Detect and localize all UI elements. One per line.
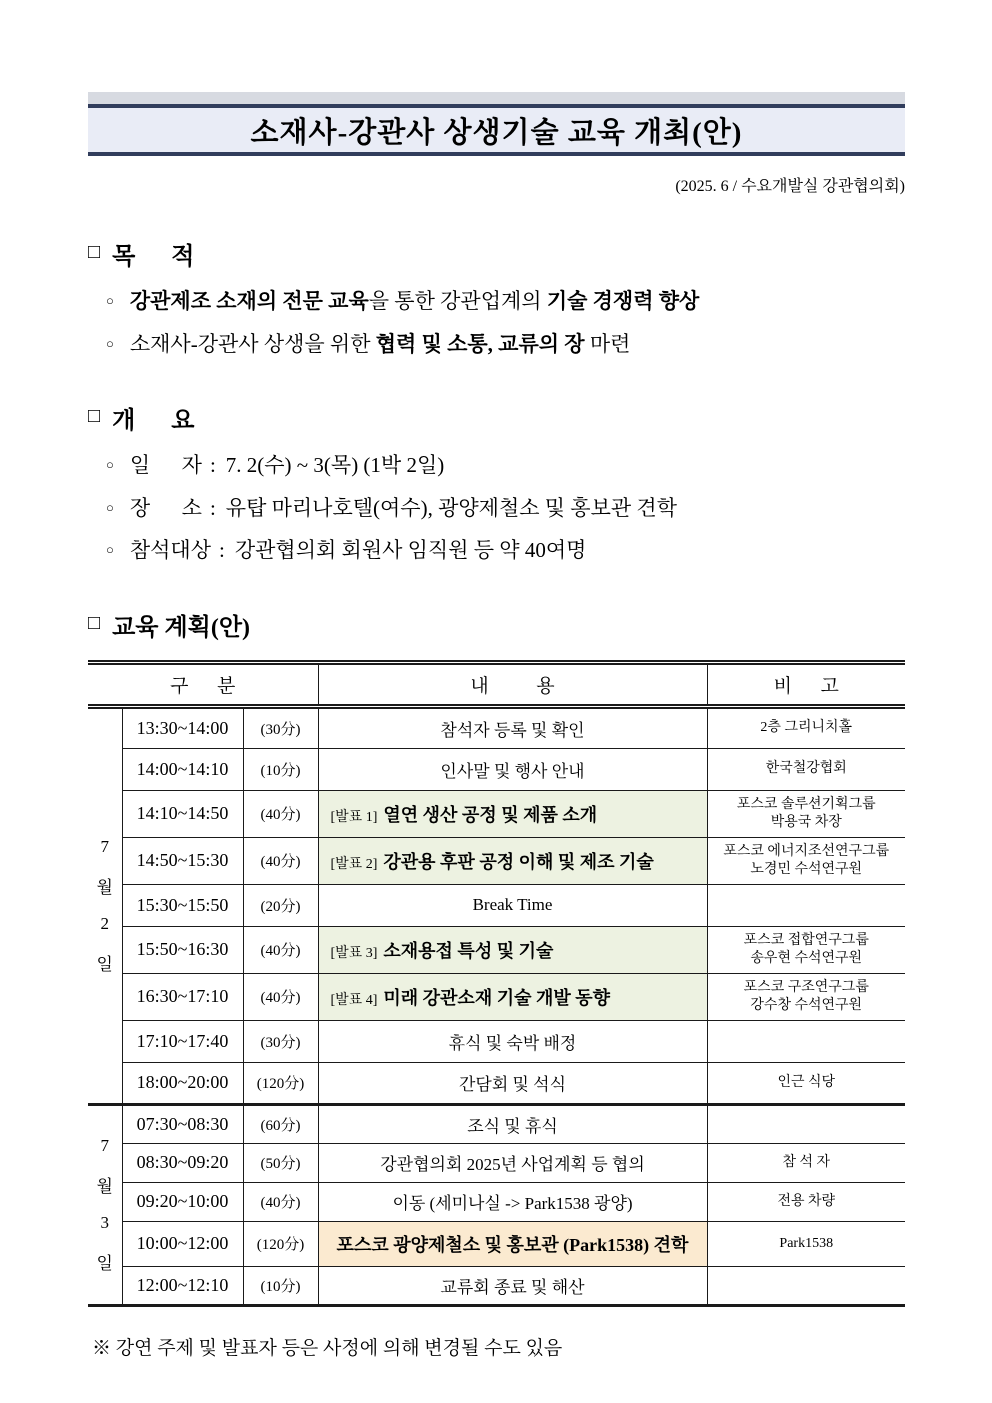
duration-cell: (50分)	[243, 1143, 318, 1182]
table-row	[88, 973, 905, 1020]
table-row	[88, 1182, 905, 1221]
content-cell: [발표 2] 강관용 후판 공정 이해 및 제조 기술	[318, 837, 707, 884]
duration-cell: (120分)	[243, 1062, 318, 1104]
content-cell: [발표 3] 소재용접 특성 및 기술	[318, 926, 707, 973]
overview-colon: :	[219, 538, 225, 563]
time-cell: 10:00~12:00	[122, 1221, 243, 1266]
overview-colon: :	[209, 453, 216, 478]
time-cell: 09:20~10:00	[122, 1182, 243, 1221]
remark-cell: 포스코 접합연구그룹 송우현 수석연구원	[707, 926, 905, 973]
duration-cell: (10分)	[243, 748, 318, 790]
duration-cell: (120分)	[243, 1221, 318, 1266]
document-title: 소재사-강관사 상생기술 교육 개최(안)	[250, 116, 743, 149]
section-schedule	[88, 607, 905, 1307]
document-meta: (2025. 6 / 수요개발실 강관협의회)	[675, 178, 905, 195]
remark-cell: Park1538	[707, 1221, 905, 1266]
content-cell: [발표 4] 미래 강관소재 기술 개발 동향	[318, 973, 707, 1020]
list-item	[88, 534, 905, 567]
duration-cell: (40分)	[243, 973, 318, 1020]
table-row	[88, 748, 905, 790]
list-item	[88, 449, 905, 482]
time-cell: 08:30~09:20	[122, 1143, 243, 1182]
table-row	[88, 1020, 905, 1062]
table-row	[88, 790, 905, 837]
duration-cell: (40分)	[243, 837, 318, 884]
overview-heading-text: 개 요	[112, 408, 195, 435]
table-row	[88, 1266, 905, 1305]
list-item	[88, 328, 905, 361]
content-cell: 휴식 및 숙박 배정	[318, 1020, 707, 1062]
remark-cell	[707, 1020, 905, 1062]
table-row	[88, 1143, 905, 1182]
content-cell: 이동 (세미나실 -> Park1538 광양)	[318, 1182, 707, 1221]
list-item	[88, 492, 905, 525]
content-cell: 간담회 및 석식	[318, 1062, 707, 1104]
circle-bullet-icon: ○	[106, 542, 114, 558]
remark-cell: 참 석 자	[707, 1143, 905, 1182]
duration-cell: (60分)	[243, 1104, 318, 1143]
time-cell: 18:00~20:00	[122, 1062, 243, 1104]
table-row	[88, 837, 905, 884]
time-cell: 15:30~15:50	[122, 884, 243, 926]
circle-bullet-icon: ○	[106, 457, 114, 473]
overview-label: 일 자	[129, 453, 202, 478]
overview-list	[88, 449, 905, 567]
square-bullet-icon: □	[88, 405, 101, 428]
time-cell: 14:10~14:50	[122, 790, 243, 837]
content-cell: 교류회 종료 및 해산	[318, 1266, 707, 1305]
purpose-item-text: 강관제조 소재의 전문 교육을 통한 강관업계의 기술 경쟁력 향상	[129, 289, 700, 313]
content-cell: 포스코 광양제철소 및 홍보관 (Park1538) 견학	[318, 1221, 707, 1266]
square-bullet-icon: □	[88, 241, 101, 263]
time-cell: 14:50~15:30	[122, 837, 243, 884]
schedule-heading-text: 교육 계획(안)	[112, 614, 250, 641]
duration-cell: (30分)	[243, 1020, 318, 1062]
table-row	[88, 926, 905, 973]
remark-cell: 포스코 구조연구그룹 강수창 수석연구원	[707, 973, 905, 1020]
title-banner	[88, 92, 905, 156]
remark-cell	[707, 884, 905, 926]
duration-cell: (10分)	[243, 1266, 318, 1305]
table-row	[88, 1221, 905, 1266]
content-cell: Break Time	[318, 884, 707, 926]
overview-label: 장 소	[129, 495, 202, 520]
content-cell: 참석자 등록 및 확인	[318, 706, 707, 748]
table-row	[88, 706, 905, 748]
circle-bullet-icon: ○	[106, 293, 114, 308]
table-row	[88, 1062, 905, 1104]
overview-colon: :	[209, 495, 216, 520]
circle-bullet-icon: ○	[106, 335, 114, 351]
overview-value: 강관협의회 회원사 임직원 등 약 40여명	[234, 538, 587, 563]
remark-cell: 2층 그리니치홀	[707, 706, 905, 748]
purpose-list	[88, 285, 905, 360]
purpose-heading	[88, 236, 905, 271]
remark-cell	[707, 1266, 905, 1305]
duration-cell: (40分)	[243, 790, 318, 837]
duration-cell: (40分)	[243, 1182, 318, 1221]
schedule-heading	[88, 607, 905, 642]
overview-heading	[88, 400, 905, 435]
content-cell: 인사말 및 행사 안내	[318, 748, 707, 790]
list-item	[88, 285, 905, 318]
circle-bullet-icon: ○	[106, 499, 114, 515]
time-cell: 17:10~17:40	[122, 1020, 243, 1062]
duration-cell: (20分)	[243, 884, 318, 926]
overview-value: 7. 2(수) ~ 3(목) (1박 2일)	[225, 453, 445, 478]
time-cell: 14:00~14:10	[122, 748, 243, 790]
time-cell: 16:30~17:10	[122, 973, 243, 1020]
section-overview	[88, 400, 905, 567]
remark-cell: 한국철강협회	[707, 748, 905, 790]
table-header-row	[88, 662, 905, 706]
schedule-table	[88, 660, 905, 1307]
col-header-category: 구 분	[88, 662, 318, 706]
time-cell: 15:50~16:30	[122, 926, 243, 973]
banner-top-strip	[88, 92, 905, 104]
purpose-heading-text: 목 적	[112, 244, 195, 270]
table-row	[88, 884, 905, 926]
content-cell: [발표 1] 열연 생산 공정 및 제품 소개	[318, 790, 707, 837]
day-label: 7 월 2 일	[88, 706, 122, 1104]
square-bullet-icon: □	[88, 611, 101, 634]
remark-cell: 인근 식당	[707, 1062, 905, 1104]
day-label: 7 월 3 일	[88, 1104, 122, 1305]
remark-cell: 전용 차량	[707, 1182, 905, 1221]
overview-value: 유탑 마리나호텔(여수), 광양제철소 및 홍보관 견학	[225, 495, 677, 520]
duration-cell: (30分)	[243, 706, 318, 748]
duration-cell: (40分)	[243, 926, 318, 973]
col-header-content: 내 용	[318, 662, 707, 706]
section-purpose	[88, 236, 905, 360]
table-row	[88, 1104, 905, 1143]
time-cell: 07:30~08:30	[122, 1104, 243, 1143]
time-cell: 13:30~14:00	[122, 706, 243, 748]
content-cell: 강관협의회 2025년 사업계획 등 협의	[318, 1143, 707, 1182]
remark-cell: 포스코 솔루션기획그룹 박용국 차장	[707, 790, 905, 837]
purpose-item-text: 소재사-강관사 상생을 위한 협력 및 소통, 교류의 장 마련	[129, 331, 631, 356]
remark-cell: 포스코 에너지조선연구그룹 노경민 수석연구원	[707, 837, 905, 884]
overview-label: 참석대상	[129, 538, 212, 563]
time-cell: 12:00~12:10	[122, 1266, 243, 1305]
remark-cell	[707, 1104, 905, 1143]
banner-box	[88, 104, 905, 156]
col-header-remark: 비 고	[707, 662, 905, 706]
footnote: ※ 강연 주제 및 발표자 등은 사정에 의해 변경될 수도 있음	[92, 1337, 563, 1359]
content-cell: 조식 및 휴식	[318, 1104, 707, 1143]
